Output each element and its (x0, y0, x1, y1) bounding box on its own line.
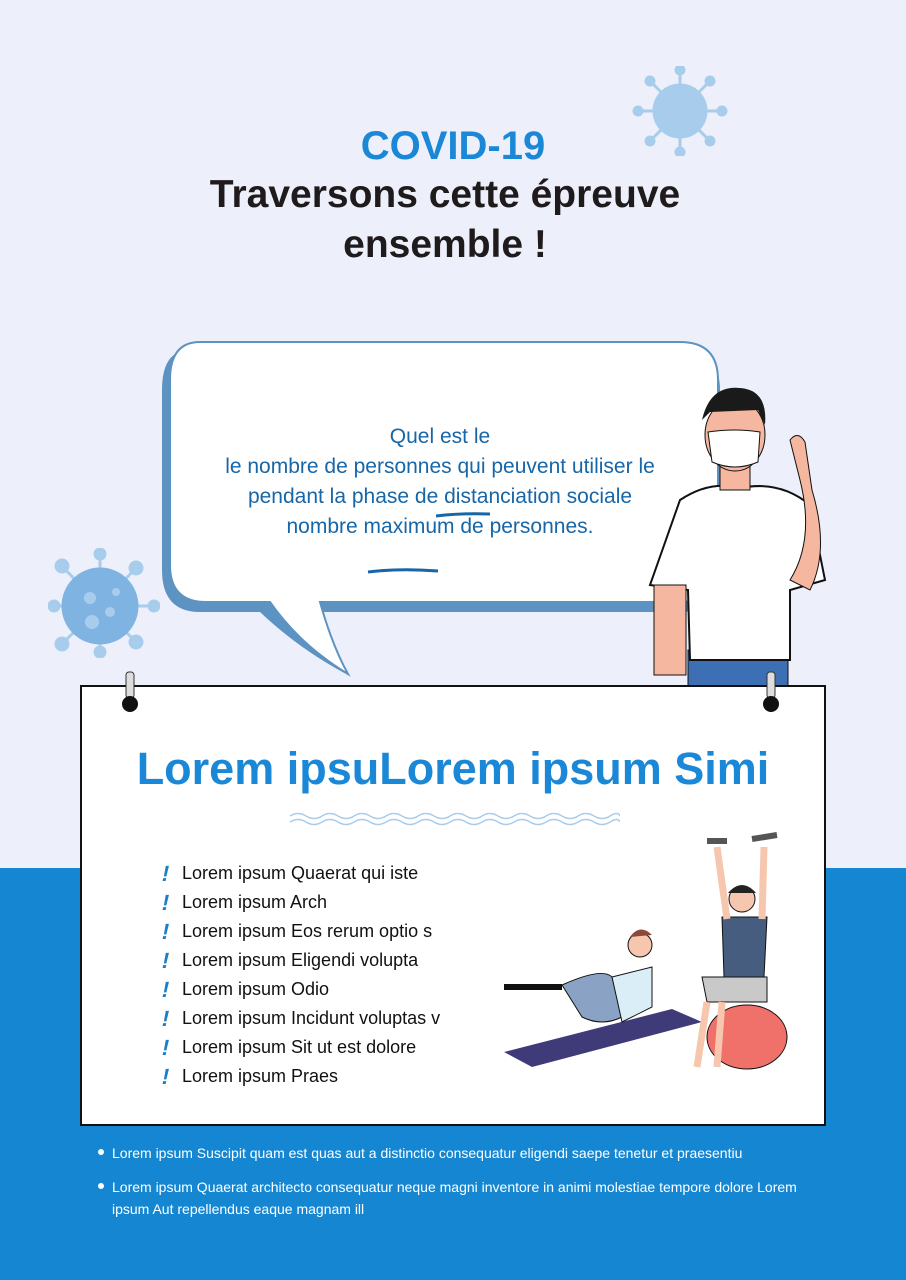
exercise-illustration (502, 827, 802, 1087)
exclamation-icon: ! (159, 860, 173, 886)
footer-note: Lorem ipsum Quaerat architecto consequatur neque magni inventore in animi molestiae tempore dolore Lorem ipsum Aut repellendus eaque magnam ill (96, 1176, 806, 1220)
bubble-line: le nombre de personnes qui peuvent utiliser le (225, 455, 655, 478)
hook-icon (763, 670, 779, 714)
list-item-text: Lorem ipsum Incidunt voluptas v (182, 1008, 441, 1028)
list-item (159, 917, 440, 946)
card-title: Lorem ipsuLorem ipsum Simi (136, 743, 770, 794)
list-item-text: Lorem ipsum Arch (182, 892, 328, 912)
list-item-text: Lorem ipsum Praes (182, 1066, 339, 1086)
list-item (159, 859, 440, 888)
masked-man-illustration (640, 380, 840, 690)
list-item-text: Lorem ipsum Sit ut est dolore (182, 1037, 417, 1057)
exclamation-icon: ! (159, 976, 173, 1002)
info-card (80, 685, 826, 1126)
exclamation-icon: ! (159, 1063, 173, 1089)
exclamation-icon: ! (159, 1034, 173, 1060)
virus-icon (48, 548, 160, 658)
list-item (159, 1004, 441, 1033)
exclamation-icon: ! (159, 918, 173, 944)
header-title: COVID-19 (360, 124, 546, 168)
exclamation-icon: ! (159, 1005, 173, 1031)
card-list (159, 859, 441, 1091)
exclamation-icon: ! (159, 889, 173, 915)
wave-divider (290, 811, 620, 827)
list-item (159, 1033, 440, 1062)
bubble-line: pendant la phase de distanciation sociale (247, 485, 633, 508)
list-item (159, 975, 440, 1004)
exclamation-icon: ! (159, 947, 173, 973)
bubble-line: Quel est le (389, 425, 491, 448)
bubble-question (180, 422, 700, 542)
list-item-text: Lorem ipsum Eligendi volupta (182, 950, 419, 970)
list-item-text: Lorem ipsum Odio (182, 979, 330, 999)
bubble-line: nombre maximum de personnes. (286, 515, 594, 538)
list-item-text: Lorem ipsum Eos rerum optio s (182, 921, 433, 941)
header-subtitle: Traversons cette épreuve ensemble ! (209, 173, 681, 266)
list-item (159, 1062, 440, 1091)
list-item-text: Lorem ipsum Quaerat qui iste (182, 863, 419, 883)
hook-icon (122, 670, 138, 714)
footer-note: Lorem ipsum Suscipit quam est quas aut a distinctio consequatur eligendi saepe tenetur et praesentiu (96, 1142, 806, 1164)
list-item (159, 888, 440, 917)
list-item (159, 946, 440, 975)
footer-notes (96, 1142, 806, 1232)
